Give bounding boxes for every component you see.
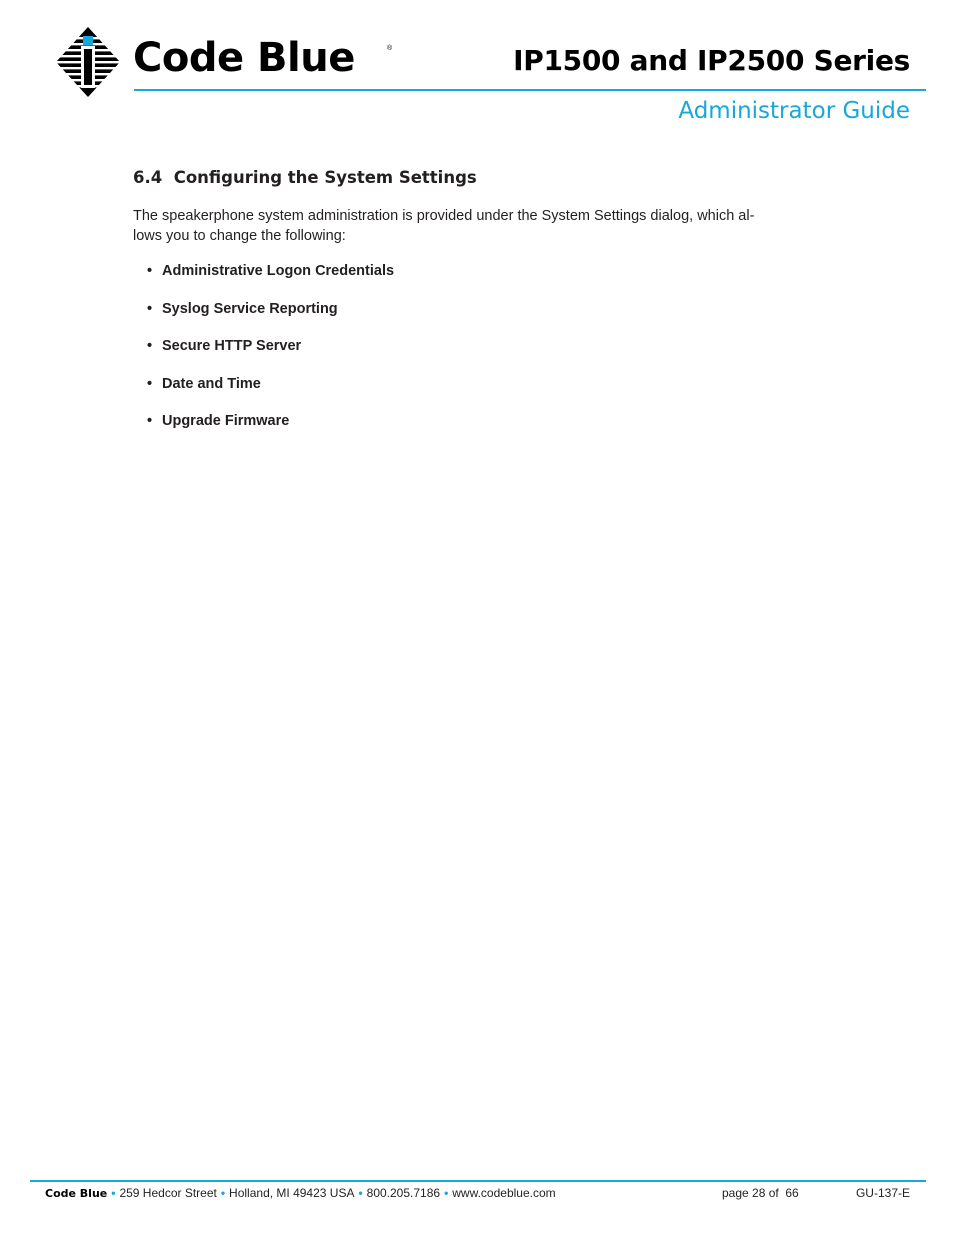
list-item xyxy=(147,412,394,450)
code-blue-logo-icon xyxy=(56,27,120,97)
list-item-label: Secure HTTP Server xyxy=(162,338,302,354)
footer-city: Holland, MI 49423 USA xyxy=(229,1186,355,1200)
footer-brand: Code Blue xyxy=(45,1187,108,1200)
header-divider xyxy=(134,89,926,91)
brand-name: Code Blue xyxy=(133,35,355,81)
separator-dot-icon: • xyxy=(111,1186,116,1200)
footer-address: 259 Hedcor Street xyxy=(119,1186,217,1200)
bullet-icon: • xyxy=(147,338,153,354)
document-title: IP1500 and IP2500 Series xyxy=(513,44,910,77)
footer-phone: 800.205.7186 xyxy=(366,1186,441,1200)
intro-paragraph: The speakerphone system administration is provided under the System Settings dialog, which al- lows you to change the following: xyxy=(133,208,755,244)
list-item-label: Date and Time xyxy=(162,375,261,392)
settings-list xyxy=(147,262,394,450)
list-item-label: Syslog Service Reporting xyxy=(162,300,338,317)
page-number: page 28 of 66 xyxy=(722,1186,799,1200)
list-item-label: Administrative Logon Credentials xyxy=(162,263,395,279)
separator-dot-icon: • xyxy=(358,1186,363,1200)
bullet-icon: • xyxy=(147,375,153,392)
list-item xyxy=(147,337,394,375)
bullet-icon: • xyxy=(147,263,153,279)
footer-website[interactable]: www.codeblue.com xyxy=(452,1186,556,1200)
list-item xyxy=(147,262,394,300)
separator-dot-icon: • xyxy=(444,1186,449,1200)
list-item-label: Upgrade Firmware xyxy=(162,413,290,429)
bullet-icon: • xyxy=(147,413,153,429)
list-item xyxy=(147,375,394,413)
footer-divider xyxy=(30,1180,926,1182)
list-item xyxy=(147,300,394,338)
registered-mark: ® xyxy=(387,45,393,52)
document-code: GU-137-E xyxy=(855,1186,910,1200)
separator-dot-icon: • xyxy=(220,1186,226,1200)
document-subtitle: Administrator Guide xyxy=(678,98,910,124)
footer-contact xyxy=(45,1186,556,1200)
bullet-icon: • xyxy=(147,300,153,317)
section-heading: 6.4 Configuring the System Settings xyxy=(133,168,477,187)
